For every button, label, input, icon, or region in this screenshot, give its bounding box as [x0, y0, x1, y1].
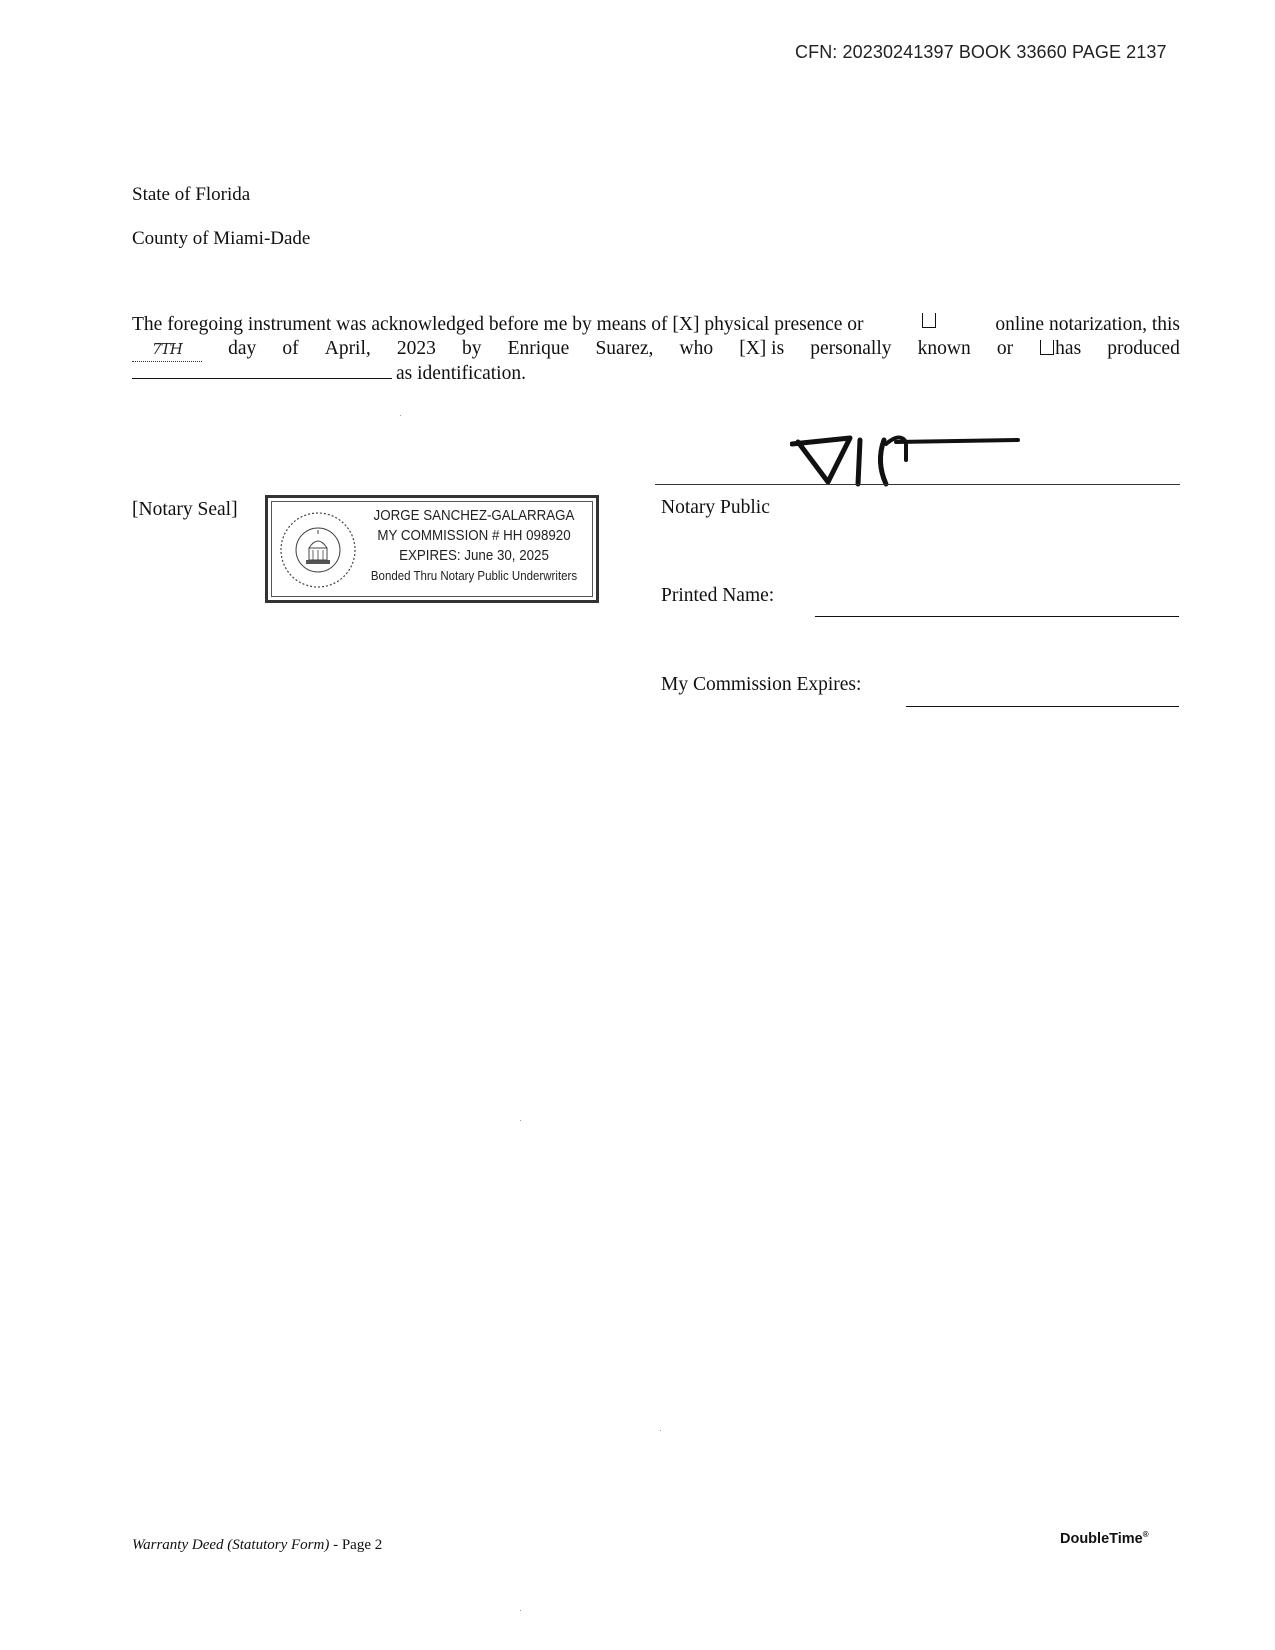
ack-checkbox-online	[922, 313, 936, 328]
notary-seal-label: [Notary Seal]	[132, 499, 238, 520]
acknowledgment-line-1	[132, 313, 1180, 337]
recording-reference: CFN: 20230241397 BOOK 33660 PAGE 2137	[795, 42, 1167, 62]
signature-line	[655, 484, 1180, 485]
scan-speck	[520, 1610, 521, 1611]
ack-word: known	[917, 338, 971, 359]
commission-expires-label: My Commission Expires:	[661, 674, 862, 695]
page-number: - Page 2	[329, 1537, 383, 1553]
form-title: Warranty Deed (Statutory Form)	[132, 1537, 330, 1553]
ack-word: April,	[324, 338, 371, 359]
ack-produced: produced	[1107, 338, 1180, 359]
stamp-commission: MY COMMISSION # HH 098920	[377, 528, 571, 544]
notary-stamp	[265, 495, 599, 603]
ack-checkbox-produced	[1040, 340, 1054, 355]
commission-expires-line	[906, 706, 1179, 707]
scan-speck	[520, 1120, 521, 1121]
ack-text-1b: online notarization, this	[995, 314, 1180, 335]
brand-registered-mark: ®	[1142, 1530, 1149, 1539]
venue-state: State of Florida	[132, 184, 251, 205]
ack-word: [X] is	[739, 338, 785, 359]
ack-word: who	[679, 338, 714, 359]
identification-blank-line	[132, 378, 392, 379]
footer-form-title	[132, 1537, 382, 1554]
acknowledgment-paragraph	[132, 313, 1180, 386]
notary-signature	[790, 432, 1030, 492]
acknowledgment-line-2	[132, 337, 1180, 362]
ack-word: Suarez,	[595, 338, 654, 359]
ack-word: day	[228, 338, 257, 359]
brand-name: DoubleTime	[1060, 1530, 1143, 1547]
scan-speck	[400, 415, 401, 416]
stamp-name: JORGE SANCHEZ-GALARRAGA	[373, 508, 575, 524]
ack-text-1a: The foregoing instrument was acknowledged before me by means of [X] physical presence or	[132, 314, 864, 335]
ack-text-3: as identification.	[396, 363, 526, 384]
ack-word: 2023	[396, 338, 436, 359]
ack-word: by	[462, 338, 482, 359]
ack-has: has	[1055, 338, 1082, 359]
notary-public-label: Notary Public	[661, 497, 770, 518]
ack-word: of	[282, 338, 299, 359]
stamp-bonded: Bonded Thru Notary Public Underwriters	[370, 569, 578, 583]
notary-seal-emblem-icon	[278, 510, 358, 590]
scan-speck	[660, 1430, 661, 1431]
acknowledgment-line-3	[132, 362, 1180, 386]
ack-has-group	[1039, 337, 1081, 362]
printed-name-line	[815, 616, 1179, 617]
ack-word: personally	[810, 338, 892, 359]
handwritten-day: 7TH	[132, 337, 202, 362]
stamp-text-block	[360, 506, 588, 586]
stamp-expires: EXPIRES: June 30, 2025	[399, 548, 549, 564]
venue-county: County of Miami-Dade	[132, 228, 311, 249]
ack-word: Enrique	[507, 338, 570, 359]
footer-brand	[1060, 1530, 1149, 1547]
printed-name-label: Printed Name:	[661, 585, 775, 606]
ack-word: or	[996, 338, 1014, 359]
